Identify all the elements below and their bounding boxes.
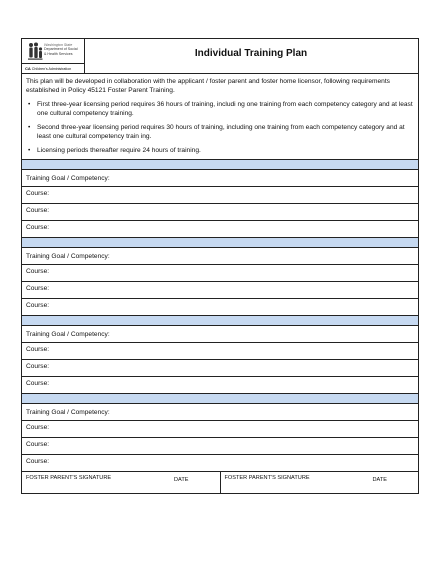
requirement-item xyxy=(26,123,414,141)
intro-section xyxy=(21,73,419,160)
training-goal-field[interactable]: Training Goal / Competency: xyxy=(21,326,419,343)
logo-subtitle xyxy=(22,63,84,72)
requirement-text: Second three-year licensing period requires 30 hours of training, including one training from each competency category and at least one cultural competency train ing. xyxy=(37,124,405,140)
training-plan-form xyxy=(21,38,419,494)
section-divider xyxy=(21,160,419,170)
requirements-list xyxy=(26,100,414,155)
foster-parent-signature-field[interactable] xyxy=(220,472,419,493)
course-field[interactable]: Course: xyxy=(21,221,419,238)
logo-dept-line1: Department of Social xyxy=(44,47,78,52)
course-field[interactable]: Course: xyxy=(21,377,419,394)
course-field[interactable]: Course: xyxy=(21,187,419,204)
training-goal-field[interactable]: Training Goal / Competency: xyxy=(21,170,419,187)
course-field[interactable]: Course: xyxy=(21,204,419,221)
logo-sub-name: Children's Administration xyxy=(31,67,72,71)
course-field[interactable]: Course: xyxy=(21,299,419,316)
course-field[interactable]: Course: xyxy=(21,360,419,377)
course-field[interactable]: Course: xyxy=(21,343,419,360)
requirement-text: First three-year licensing period requires 36 hours of training, includi ng one training from each competency category and at least one cultural competency training. xyxy=(37,101,413,117)
logo-dept-line2: & Health Services xyxy=(44,51,73,56)
page-title: Individual Training Plan xyxy=(194,48,308,59)
date-label: DATE xyxy=(174,477,189,483)
requirement-text: Licensing periods thereafter require 24 hours of training. xyxy=(37,147,201,154)
date-label: DATE xyxy=(372,477,388,483)
signature-row xyxy=(21,472,419,494)
bullet-icon: • xyxy=(28,101,31,108)
section-divider xyxy=(21,316,419,326)
section-divider xyxy=(21,394,419,404)
course-field[interactable]: Course: xyxy=(21,438,419,455)
course-field[interactable]: Course: xyxy=(21,455,419,472)
intro-paragraph: This plan will be developed in collaboration with the applicant / foster parent and foster home licensor, following requirements established in Policy 45121 Foster Parent Training. xyxy=(26,78,390,94)
logo-sub-abbr: CA xyxy=(25,66,31,71)
section-divider xyxy=(21,238,419,248)
requirement-item xyxy=(26,146,414,155)
training-goal-field[interactable]: Training Goal / Competency: xyxy=(21,404,419,421)
course-field[interactable]: Course: xyxy=(21,421,419,438)
bullet-icon: • xyxy=(28,124,31,131)
course-field[interactable]: Course: xyxy=(21,282,419,299)
signature-label: FOSTER PARENT'S SIGNATURE xyxy=(224,475,310,481)
course-field[interactable]: Course: xyxy=(21,265,419,282)
form-header xyxy=(21,38,419,73)
logo-text xyxy=(44,43,78,56)
training-goal-field[interactable]: Training Goal / Competency: xyxy=(21,248,419,265)
requirement-item xyxy=(26,100,414,118)
dshs-logo xyxy=(22,39,85,73)
foster-parent-signature-field[interactable] xyxy=(22,472,220,493)
signature-label: FOSTER PARENT'S SIGNATURE xyxy=(26,475,112,481)
logo-state: Washington State xyxy=(44,43,73,47)
family-figures-icon xyxy=(27,42,43,62)
bullet-icon: • xyxy=(28,147,31,154)
